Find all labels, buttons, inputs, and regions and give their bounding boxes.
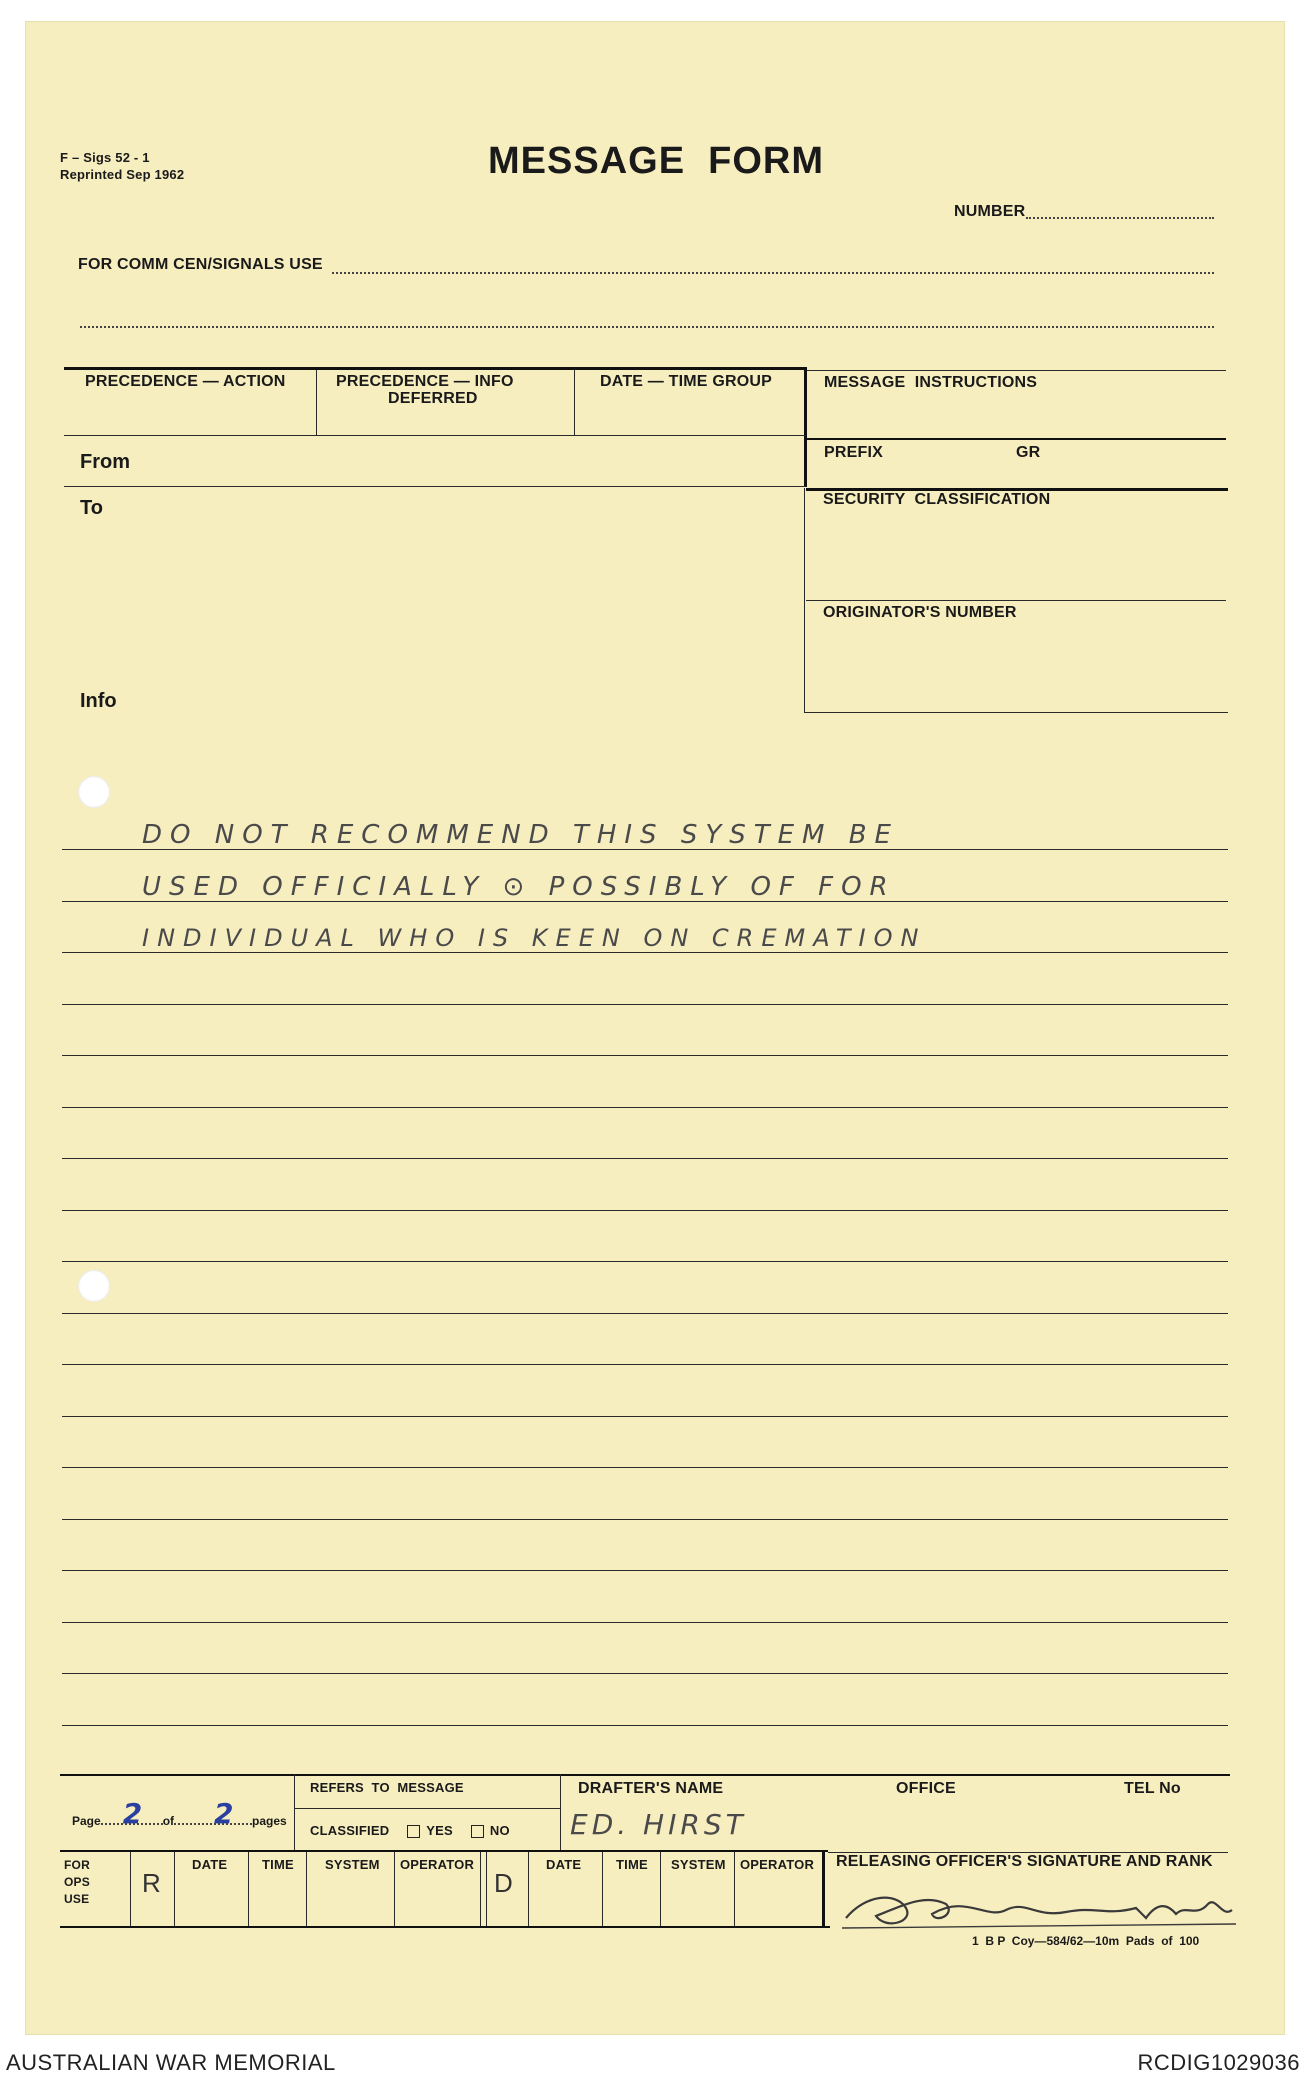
to-label: To [80,497,103,519]
punch-hole [78,776,110,808]
grid-line [64,435,806,436]
office-label: OFFICE [896,1780,956,1797]
message-rule-line [62,1622,1228,1623]
drafters-name-label: DRAFTER'S NAME [578,1780,724,1797]
message-rule-line [62,1004,1228,1005]
message-rule-line [62,1519,1228,1520]
comm-cen-field[interactable] [332,272,1214,274]
print-code: 1 B P Coy—584/62—10m Pads of 100 [972,1934,1200,1948]
no-label: NO [489,1823,510,1838]
grid-line [804,712,1228,713]
message-line-2: USED OFFICIALLY ⊙ POSSIBLY OF FOR [142,872,896,902]
security-classification-label: SECURITY CLASSIFICATION [823,491,1051,508]
for-ops-use-label: FOR OPS USE [64,1858,90,1906]
r-label: R [142,1868,161,1898]
punch-hole [78,1270,110,1302]
bottom-top-border [60,1774,1230,1776]
message-rule-line [62,1107,1228,1108]
bottom-line [60,1850,828,1852]
page-number-value: 2 [122,1797,143,1830]
archive-source: AUSTRALIAN WAR MEMORIAL [6,2050,336,2075]
message-rule-line [62,1261,1228,1262]
grid-divider [574,370,575,436]
message-form-paper [26,22,1284,2034]
ops-cell-divider [130,1852,131,1926]
dtg-label: DATE — TIME GROUP [600,373,772,390]
classified-yes-checkbox[interactable] [407,1825,420,1838]
message-rule-line [62,1725,1228,1726]
ops-cell-divider [486,1852,487,1926]
gr-label: GR [1016,444,1041,461]
comm-cen-label: FOR COMM CEN/SIGNALS USE [78,256,323,273]
page-total-value: 2 [214,1797,234,1830]
message-rule-line [62,1416,1228,1417]
d-date-label: DATE [546,1857,582,1872]
r-time-label: TIME [262,1857,294,1872]
page-counter [72,1797,287,1830]
precedence-info-label: PRECEDENCE — INFO [336,373,514,390]
number-field[interactable] [1026,217,1214,219]
d-operator-label: OPERATOR [740,1857,815,1872]
ops-cell-divider [248,1852,249,1926]
ops-cell-divider [602,1852,603,1926]
archive-id: RCDIG1029036 [1137,2050,1300,2075]
r-operator-label: OPERATOR [400,1857,475,1872]
originator-number-label: ORIGINATOR'S NUMBER [823,604,1017,621]
d-time-label: TIME [616,1857,648,1872]
grid-line [806,438,1226,440]
grid-line [64,486,806,487]
deferred-label: DEFERRED [388,390,478,407]
tel-no-label: TEL No [1124,1780,1181,1797]
message-rule-line [62,1364,1228,1365]
ops-cell-divider [734,1852,735,1926]
grid-divider-thick [804,367,807,487]
grid-top-border-right [806,370,1226,371]
grid-divider [804,488,805,712]
drafter-name-value: ED. HIRST [570,1808,747,1841]
bottom-line [294,1808,560,1809]
form-title: MESSAGE FORM [488,140,825,182]
yes-label: YES [426,1823,453,1838]
grid-top-border [64,367,806,370]
message-rule-line [62,1210,1228,1211]
of-label: of [162,1814,175,1828]
d-label: D [494,1868,513,1898]
comm-cen-field-2[interactable] [80,326,1214,328]
ops-cell-divider [306,1852,307,1926]
grid-line [806,600,1226,601]
classified-label: CLASSIFIED [310,1823,390,1838]
message-rule-line [62,1467,1228,1468]
message-rule-line [62,1158,1228,1159]
pages-label: pages [252,1814,287,1828]
message-rule-line [62,1673,1228,1674]
message-rule-line [62,1570,1228,1571]
message-rule-line [62,1313,1228,1314]
classified-no-checkbox[interactable] [471,1825,484,1838]
r-system-label: SYSTEM [325,1857,380,1872]
releasing-officer-label: RELEASING OFFICER'S SIGNATURE AND RANK [836,1853,1213,1870]
ops-cell-divider [660,1852,661,1926]
bottom-divider [294,1774,295,1850]
reprinted-date: Reprinted Sep 1962 [60,167,185,182]
info-label: Info [80,690,117,712]
r-date-label: DATE [192,1857,228,1872]
ops-cell-divider [394,1852,395,1926]
ops-cell-divider [174,1852,175,1926]
page-label: Page [72,1814,101,1828]
refers-to-message-label: REFERS TO MESSAGE [310,1780,464,1795]
message-rule-line [62,1055,1228,1056]
precedence-action-label: PRECEDENCE — ACTION [85,373,286,390]
d-system-label: SYSTEM [671,1857,726,1872]
form-code: F – Sigs 52 - 1 [60,150,150,165]
message-line-3: INDIVIDUAL WHO IS KEEN ON CREMATION [142,924,927,952]
grid-divider [316,370,317,436]
prefix-label: PREFIX [824,444,883,461]
ops-bottom-border [60,1926,830,1928]
classified-row [310,1823,510,1838]
ops-cell-divider [528,1852,529,1926]
message-line-1: DO NOT RECOMMEND THIS SYSTEM BE [142,820,899,850]
from-label: From [80,451,130,473]
number-label: NUMBER [954,203,1026,220]
ops-divider [822,1850,825,1928]
message-rule-line [62,952,1228,953]
ops-cell-divider [480,1852,481,1926]
message-instructions-label: MESSAGE INSTRUCTIONS [824,374,1038,391]
bottom-divider [560,1774,561,1850]
